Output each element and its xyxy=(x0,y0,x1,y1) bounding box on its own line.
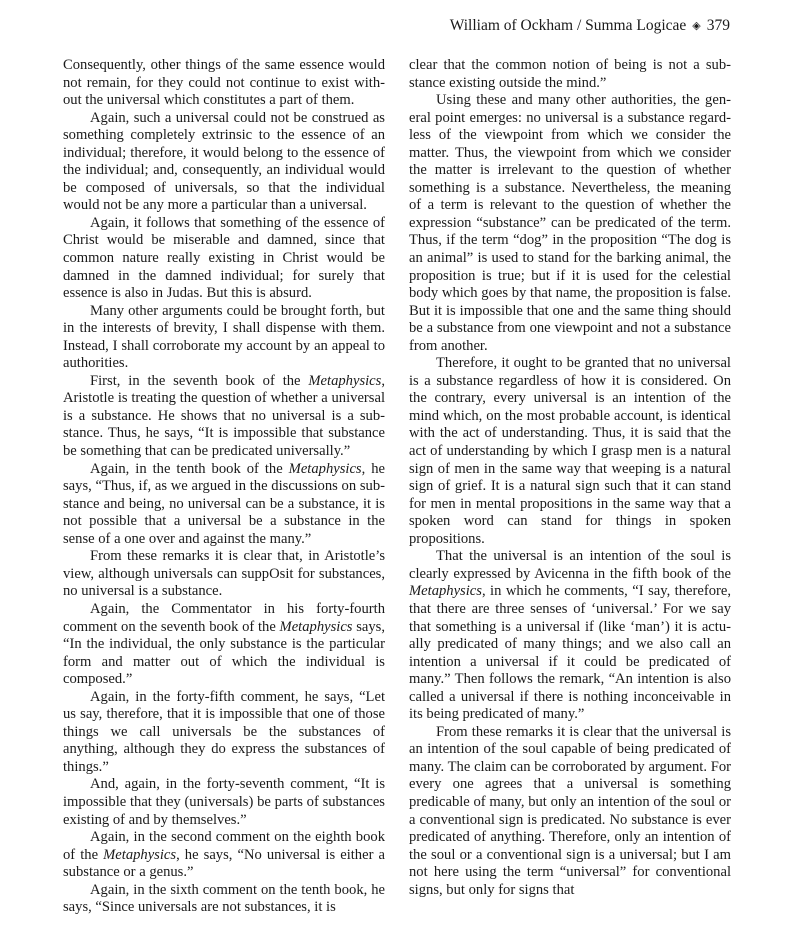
paragraph: Using these and many other authorities, the general point emerges: no universal is a substance regardless of the viewpoint from which we consider the matter. Thus, the viewpoint from which we consider the matter is irrelevant to the question of whether something is a substance. Nevertheless, the meaning of a term is relevant to the question of whether the expression “substance” can be predicated of the term. Thus, if the term “dog” in the proposition “The dog is an animal” is used to stand for the barking animal, the proposition is true; but if it is used for the celestial body which goes by that name, the proposition is false. But it is impossible that one and the same thing should be a substance from one viewpoint and not a substance from another. xyxy=(409,92,731,354)
paragraph: Therefore, it ought to be granted that no universal is a substance regardless of how it is considered. On the contrary, every universal is an intention of the mind which, on the most probable account, is identical with the act of understanding. Thus, it is said that the act of understanding by which I grasp men is a natural sign of men in the same way that weeping is a natural sign of grief. It is a natural sign such that it can stand for men in mental propositions in the same way that a spoken word can stand for things in spoken propositions. xyxy=(409,355,731,547)
page-number: 379 xyxy=(706,17,730,34)
paragraph xyxy=(63,601,385,689)
book-title: Metaphysics xyxy=(279,618,353,635)
paragraph xyxy=(409,548,731,723)
running-head-author: William of Ockham xyxy=(449,17,574,34)
diamond-ornament-icon: ◈ xyxy=(692,20,701,32)
text-run: , he says, “Thus, if, as we argued in the discussions on substance and being, no universal can be a substance, it is not possible that a universal be a substance in the sense of a one over and against the many.” xyxy=(63,460,386,547)
paragraph: clear that the common notion of being is not a substance existing outside the mind.” xyxy=(409,57,731,91)
paragraph: Again, in the sixth comment on the tenth book, he says, “Since universals are not substances, it is xyxy=(63,881,385,916)
book-title: Metaphysics xyxy=(103,846,177,863)
book-title: Metaphysics xyxy=(409,583,482,600)
paragraph: And, again, in the forty-seventh comment, “It is impossible that they (universals) be parts of substances existing of and by themselves.” xyxy=(63,776,385,828)
text-run: Again, in the tenth book of the xyxy=(90,460,289,477)
running-head-separator: / xyxy=(576,17,582,34)
text-run: First, in the seventh book of the xyxy=(90,372,309,389)
right-text-column xyxy=(409,57,731,899)
text-run: says, “In the individual, the only substance is the particular form and matter out of which the individual is composed.” xyxy=(63,618,385,688)
paragraph xyxy=(63,829,385,882)
paragraph: Consequently, other things of the same essence would not remain, for they could not continue to exist without the universal which constitutes a part of them. xyxy=(63,57,385,109)
running-head-title: Summa Logicae xyxy=(585,17,687,34)
paragraph: Again, it follows that something of the essence of Christ would be miserable and damned, since that common nature really existing in Christ would be damned in the damned individual; for surely that essence is also in Judas. But this is absurd. xyxy=(63,214,385,302)
text-run: , he says, “No universal is either a substance or a genus.” xyxy=(63,846,385,881)
paragraph: Again, in the forty-fifth comment, he says, “Let us say, therefore, that it is impossible that one of those things we call universals be the substances of anything, although they do express the substances of things.” xyxy=(63,688,385,775)
paragraph: From these remarks it is clear that the universal is an intention of the soul capable of being predicated of many. The claim can be corroborated by argument. For every one agrees that a universal is something predicable of many, but only an intention of the soul or a conventional sign is predicated. No substance is ever predicated of anything. Therefore, only an intention of the soul or a conventional sign is a universal; but I am not here using the term “universal” for conventional signs, but only for signs that xyxy=(409,723,731,898)
text-run: Again, in the second comment on the eighth book of the xyxy=(63,829,385,863)
text-run: That the universal is an intention of the soul is clearly expressed by Avicenna in the fifth book of the xyxy=(409,548,731,582)
book-title: Metaphysics xyxy=(288,460,362,477)
book-title: Metaphysics xyxy=(308,372,382,389)
text-run: , in which he comments, “I say, therefore, that there are three senses of ‘universal.’ For we say that something is a universal if (like ‘man’) it is actually predicated of many things; and we also call an intention a universal if it could be predicated of many.” Then follows the remark, “An intention is also called a universal if there is nothing inconceivable in its being predicated of many.” xyxy=(409,583,731,723)
text-run: , Aristotle is treating the question of whether a universal is a substance. He shows that no universal is a substance. Thus, he says, “It is impossible that substance be something that can be predicated universally.” xyxy=(63,372,385,460)
paragraph xyxy=(63,373,385,461)
paragraph: Again, such a universal could not be construed as something completely extrinsic to the essence of an individual; therefore, it would belong to the essence of the individual; and, consequently, an individual would be composed of universals, so that the individual would not be any more a particular than a universal. xyxy=(63,109,385,214)
left-text-column xyxy=(63,57,385,917)
text-run: Again, the Commentator in his forty-fourth comment on the seventh book of the xyxy=(63,600,385,635)
running-head xyxy=(450,16,730,37)
paragraph: From these remarks it is clear that, in Aristotle’s view, although universals can suppOsit for substances, no universal is a substance. xyxy=(63,548,385,600)
paragraph xyxy=(63,461,385,549)
paragraph: Many other arguments could be brought forth, but in the interests of brevity, I shall dispense with them. Instead, I shall corroborate my account by an appeal to authorities. xyxy=(63,302,385,372)
